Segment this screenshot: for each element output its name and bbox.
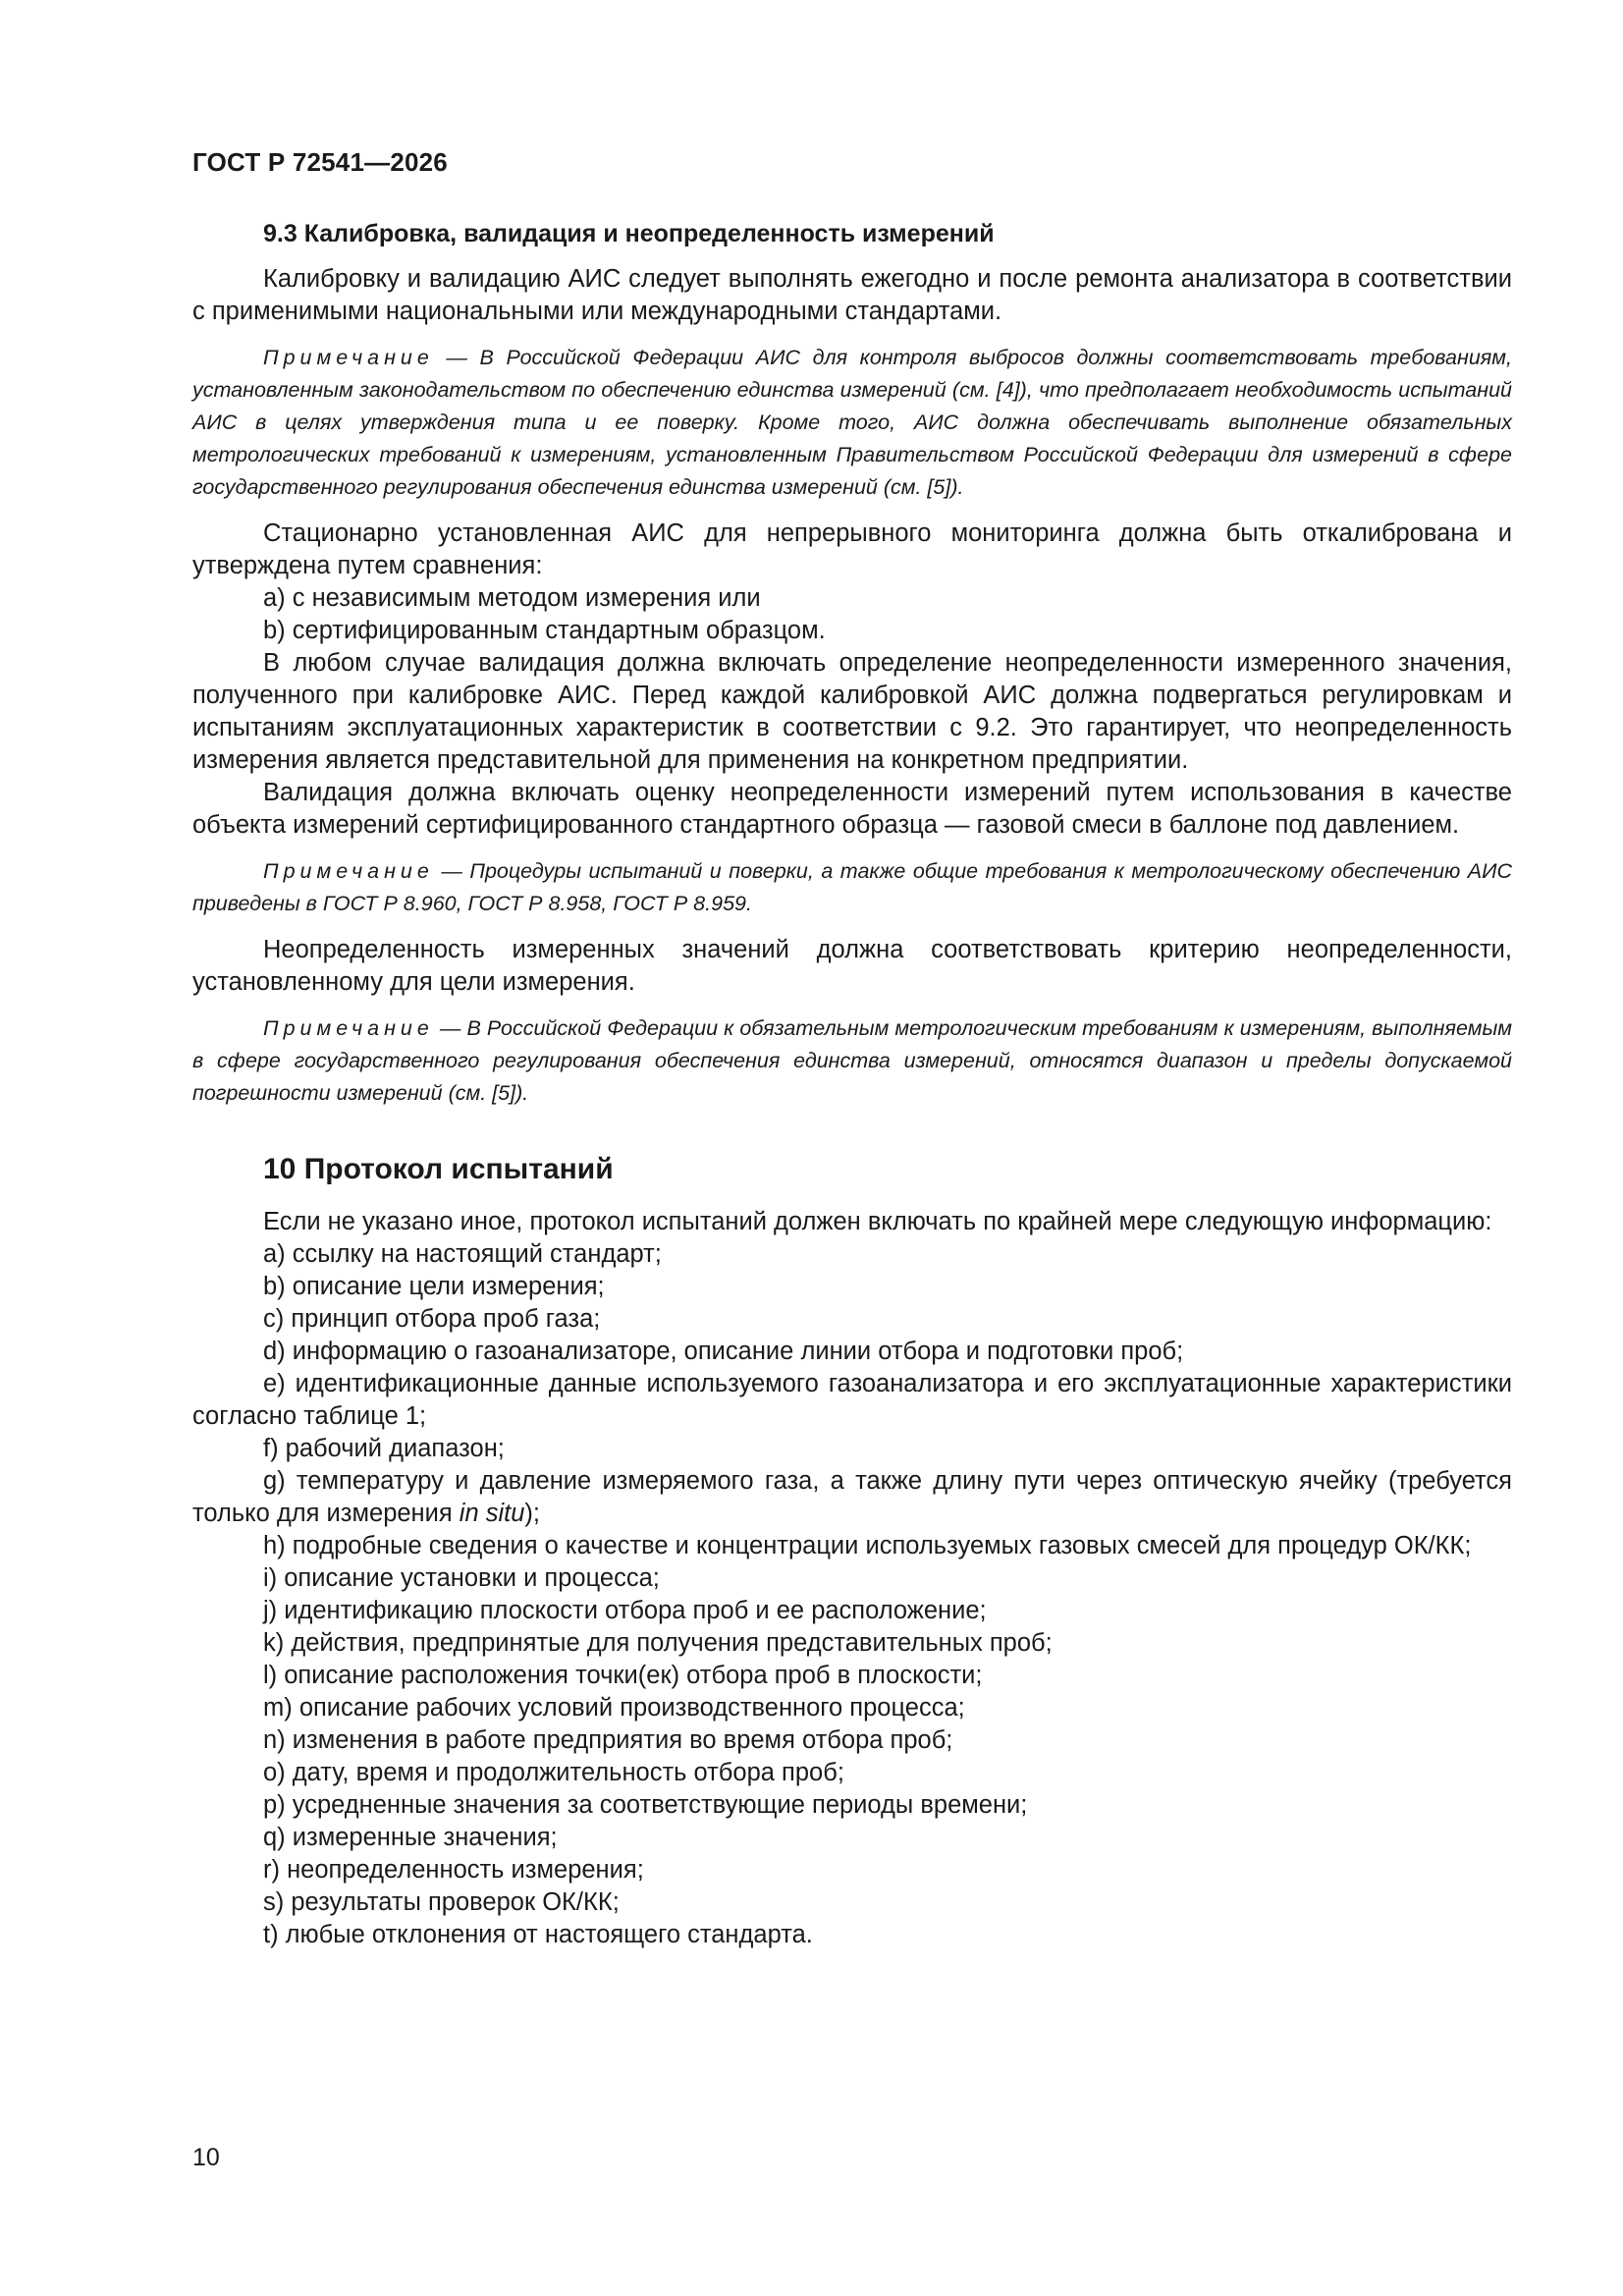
paragraph: Калибровку и валидацию АИС следует выполнять ежегодно и после ремонта анализатора в соответствии с применимыми национальными или международными стандартами. xyxy=(192,265,1512,325)
list-item: p) усредненные значения за соответствующие периоды времени; xyxy=(263,1791,1028,1819)
list-item-text: ); xyxy=(524,1500,540,1527)
list-item: f) рабочий диапазон; xyxy=(263,1435,505,1462)
list-item-italic-term: in situ xyxy=(459,1500,525,1527)
list-item: m) описание рабочих условий производственного процесса; xyxy=(263,1694,965,1722)
list-item: b) сертифицированным стандартным образцом. xyxy=(263,617,826,644)
note-text: — Процедуры испытаний и поверки, а также общие требования к метрологическому обеспечению АИС приведены в ГОСТ Р 8.960, ГОСТ Р 8.958, ГОСТ Р 8.959. xyxy=(192,859,1512,915)
list-item: a) ссылку на настоящий стандарт; xyxy=(263,1240,662,1268)
paragraph: Если не указано иное, протокол испытаний должен включать по крайней мере следующую информацию: xyxy=(263,1208,1492,1235)
list-item: q) измеренные значения; xyxy=(263,1824,558,1851)
list-item xyxy=(192,1465,1512,1530)
note-label: Примечание xyxy=(263,1016,434,1040)
list-item: r) неопределенность измерения; xyxy=(263,1856,644,1884)
list-item: k) действия, предпринятые для получения представительных проб; xyxy=(263,1629,1053,1657)
list-item: a) с независимым методом измерения или xyxy=(263,584,761,612)
page-number: 10 xyxy=(192,2144,220,2171)
standard-code: ГОСТ Р 72541—2026 xyxy=(192,147,448,177)
note-label: Примечание xyxy=(263,859,434,883)
paragraph: В любом случае валидация должна включать определение неопределенности измеренного значения, полученного при калибровке АИС. Перед каждой калибровкой АИС должна подвергаться регулировкам и испытаниям эксплуатационных характеристик в соответствии с 9.2. Это гарантирует, что неопределенность измерения является представительной для применения на конкретном предприятии. xyxy=(192,649,1512,774)
list-item: d) информацию о газоанализаторе, описание линии отбора и подготовки проб; xyxy=(263,1338,1184,1365)
paragraph: Неопределенность измеренных значений должна соответствовать критерию неопределенности, установленному для цели измерения. xyxy=(192,936,1512,996)
list-item: c) принцип отбора проб газа; xyxy=(263,1305,601,1333)
list-item: o) дату, время и продолжительность отбора проб; xyxy=(263,1759,844,1786)
page-content xyxy=(192,218,1512,1951)
list-item: e) идентификационные данные используемого газоанализатора и его эксплуатационные характеристики согласно таблице 1; xyxy=(192,1370,1512,1430)
list-item: b) описание цели измерения; xyxy=(263,1273,605,1300)
list-item: s) результаты проверок ОК/КК; xyxy=(263,1888,620,1916)
section-heading-10: 10 Протокол испытаний xyxy=(263,1153,614,1185)
paragraph: Стационарно установленная АИС для непрерывного мониторинга должна быть откалибрована и утверждена путем сравнения: xyxy=(192,519,1512,579)
note-text: — В Российской Федерации к обязательным метрологическим требованиям к измерениям, выполняемым в сфере государственного регулирования обеспечения единства измерений, относятся диапазон и пределы допускаемой погрешности измерений (см. [5]). xyxy=(192,1016,1512,1105)
note xyxy=(192,855,1512,920)
note-label: Примечание xyxy=(263,346,434,369)
list-item: n) изменения в работе предприятия во время отбора проб; xyxy=(263,1726,953,1754)
note xyxy=(192,1012,1512,1110)
list-item: i) описание установки и процесса; xyxy=(263,1564,660,1592)
note xyxy=(192,342,1512,504)
list-item: j) идентификацию плоскости отбора проб и ее расположение; xyxy=(263,1597,987,1624)
list-item: l) описание расположения точки(ек) отбора проб в плоскости; xyxy=(263,1662,983,1689)
paragraph: Валидация должна включать оценку неопределенности измерений путем использования в качестве объекта измерений сертифицированного стандартного образца — газовой смеси в баллоне под давлением. xyxy=(192,779,1512,839)
subsection-heading-9-3: 9.3 Калибровка, валидация и неопределенность измерений xyxy=(263,220,995,247)
list-item: h) подробные сведения о качестве и концентрации используемых газовых смесей для процедур ОК/КК; xyxy=(263,1532,1472,1559)
list-item: t) любые отклонения от настоящего стандарта. xyxy=(263,1921,813,1948)
list-item-text: g) температуру и давление измеряемого газа, а также длину пути через оптическую ячейку (требуется только для измерения xyxy=(192,1467,1512,1527)
note-text: — В Российской Федерации АИС для контроля выбросов должны соответствовать требованиям, установленным законодательством по обеспечению единства измерений (см. [4]), что предполагает необходимость испытаний АИС в целях утверждения типа и ее поверку. Кроме того, АИС должна обеспечивать выполнение обязательных метрологических требований к измерениям, установленным Правительством Российской Федерации для измерений в сфере государственного регулирования обеспечения единства измерений (см. [5]). xyxy=(192,346,1512,499)
